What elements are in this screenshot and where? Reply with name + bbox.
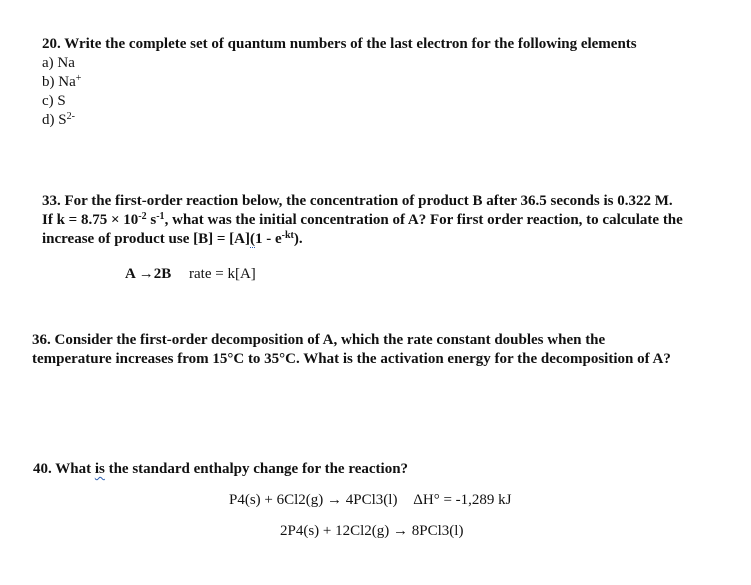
option-b-text: b) Na	[42, 74, 76, 90]
q40-title-is: is	[94, 461, 105, 477]
q33-exp2: -1	[156, 211, 165, 222]
option-b-charge: +	[75, 73, 82, 84]
q33-exp1: -2	[138, 211, 147, 222]
question-33-line2	[42, 211, 683, 230]
q33-line2-mid: s	[146, 212, 157, 228]
q33-line3-pre: increase of product use [B] = [A]	[42, 231, 250, 247]
q40-title-pre: 40. What	[33, 461, 95, 477]
q40-title-post: the standard enthalpy change for the reaction?	[104, 461, 409, 477]
q33-rate-law: rate = k[A]	[189, 266, 256, 282]
option-b	[42, 73, 637, 92]
q33-line3-mid: 1 - e	[254, 231, 282, 247]
q33-exp3: -kt	[281, 230, 294, 241]
q40-eq1-enthalpy: ΔH° = -1,289 kJ	[413, 492, 512, 508]
q33-reaction-line	[125, 265, 256, 284]
q40-eq1-text: P4(s) + 6Cl2(g) → 4PCl3(l)	[229, 492, 398, 508]
question-36-line1: 36. Consider the first-order decomposition of A, which the rate constant doubles when the	[32, 332, 606, 348]
question-33	[42, 192, 683, 249]
option-c: c) S	[42, 93, 66, 109]
question-33-line1: 33. For the first-order reaction below, the concentration of product B after 36.5 seconds is 0.322 M.	[42, 193, 673, 209]
q33-reaction: A →2B	[125, 266, 172, 282]
q33-line2-post: , what was the initial concentration of A? For first order reaction, to calculate the	[164, 212, 683, 228]
question-36-line2: temperature increases from 15°C to 35°C. What is the activation energy for the decomposition of A?	[32, 351, 671, 367]
option-a: a) Na	[42, 55, 75, 71]
question-40-title	[33, 460, 408, 479]
q33-line2-pre: If k = 8.75 × 10	[42, 212, 139, 228]
question-20	[42, 35, 637, 130]
question-40	[33, 460, 408, 479]
option-d-text: d) S	[42, 112, 67, 128]
q33-line3-post: ).	[293, 231, 303, 247]
question-20-title: 20. Write the complete set of quantum numbers of the last electron for the following elements	[42, 36, 637, 52]
q33-line3-paren: (	[249, 231, 255, 247]
q40-equation-1	[229, 491, 512, 510]
option-d	[42, 111, 637, 130]
question-36	[32, 331, 671, 369]
question-33-line3	[42, 230, 683, 249]
q40-equation-2: 2P4(s) + 12Cl2(g) → 8PCl3(l)	[280, 523, 464, 539]
option-d-charge: 2-	[66, 111, 75, 122]
